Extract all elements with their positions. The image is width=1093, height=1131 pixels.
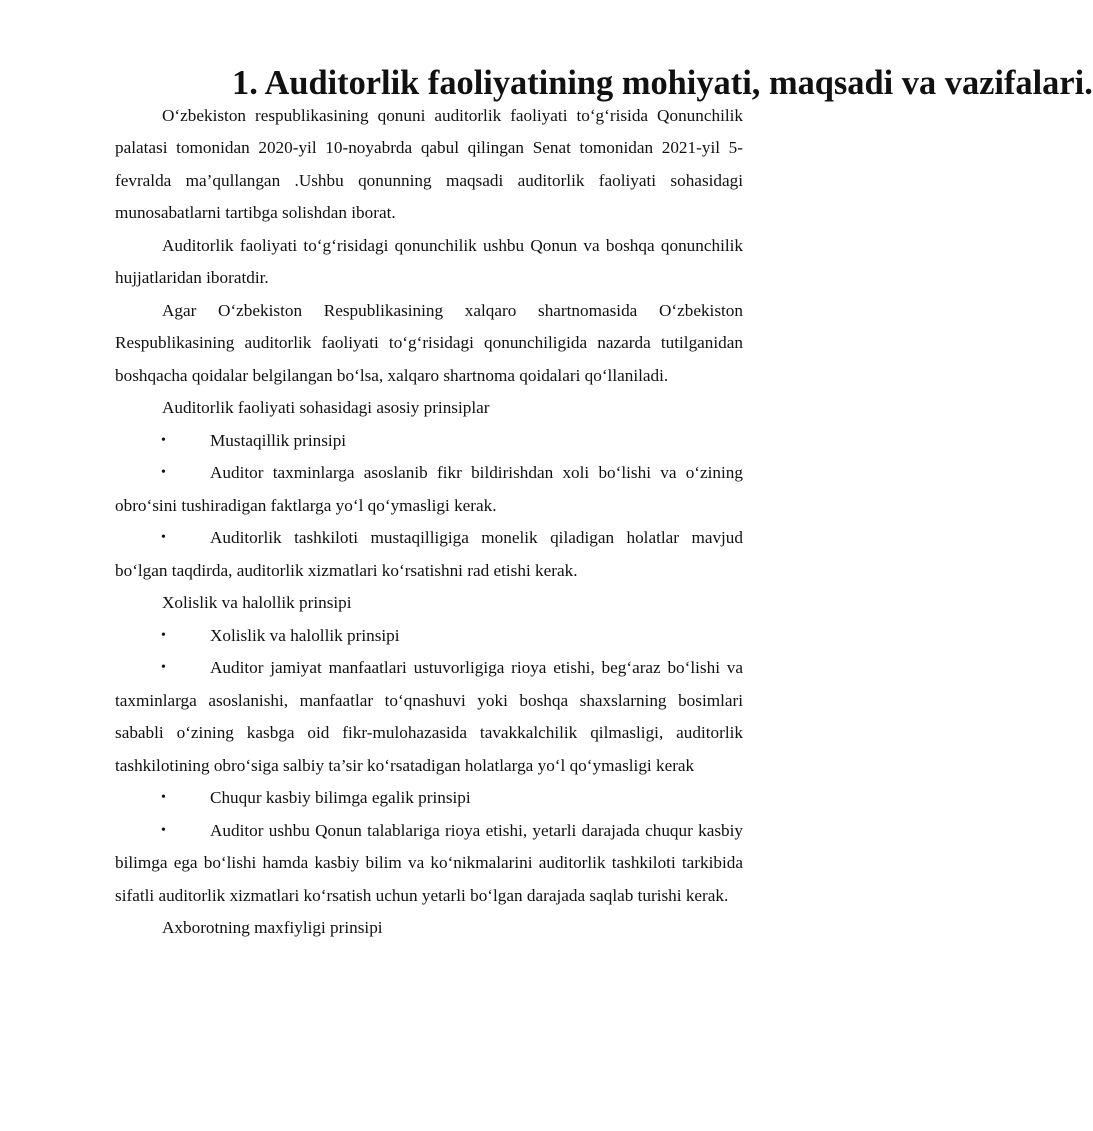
bullet-icon: • xyxy=(161,660,166,675)
bullet-item xyxy=(115,457,743,522)
paragraph-impartiality-heading: Xolislik va halollik prinsipi xyxy=(162,593,352,612)
bullet-icon: • xyxy=(161,432,166,448)
bullet-text: Auditorlik tashkiloti mustaqilligiga monelik qiladigan holatlar mavjud bo‘lgan taqdirda, auditorlik xizmatlari ko‘rsatishni rad etishi kerak. xyxy=(115,528,743,580)
paragraph-principles-heading: Auditorlik faoliyati sohasidagi asosiy prinsiplar xyxy=(162,398,490,417)
bullet-text: Auditor jamiyat manfaatlari ustuvorligiga rioya etishi, beg‘araz bo‘lishi va taxminlarga asoslanishi, manfaatlar to‘qnashuvi yoki boshqa shaxslarning bosimlari sababli o‘zining kasbga oid fikr-mulohazasida tavakkalchilik qilmasligi, auditorlik tashkilotining obro‘siga salbiy ta’sir ko‘rsatadigan holatlarga yo‘l qo‘ymasligi kerak xyxy=(115,658,743,775)
section-title: 1. Auditorlik faoliyatining mohiyati, maqsadi va vazifalari. xyxy=(232,64,1093,102)
bullet-text: Auditor taxminlarga asoslanib fikr bildirishdan xoli bo‘lishi va o‘zining obro‘sini tushiradigan faktlarga yo‘l qo‘ymasligi kerak. xyxy=(115,463,743,515)
bullet-text: Xolislik va halollik prinsipi xyxy=(210,625,400,645)
bullet-icon: • xyxy=(161,790,166,805)
bullet-text: Mustaqillik prinsipi xyxy=(210,430,347,450)
bullet-item xyxy=(115,815,743,913)
paragraph-confidentiality-heading: Axborotning maxfiyligi prinsipi xyxy=(162,918,383,937)
bullet-icon: • xyxy=(161,465,166,480)
bullet-icon: • xyxy=(161,530,166,545)
paragraph-law-intro: O‘zbekiston respublikasining qonuni auditorlik faoliyati to‘g‘risida Qonunchilik palatasi tomonidan 2020-yil 10-noyabrda qabul qilingan Senat tomonidan 2021-yil 5-fevralda ma’qullangan .Ushbu qonunning maqsadi auditorlik faoliyati sohasidagi munosabatlarni tartibga solishdan iborat. xyxy=(115,105,743,222)
bullet-item xyxy=(115,425,743,458)
paragraph-international-treaty: Agar O‘zbekiston Respublikasining xalqaro shartnomasida O‘zbekiston Respublikasining auditorlik faoliyati to‘g‘risidagi qonunchiligida nazarda tutilganidan boshqacha qoidalar belgilangan bo‘lsa, xalqaro shartnoma qoidalari qo‘llaniladi. xyxy=(115,300,743,385)
bullet-icon: • xyxy=(161,822,166,838)
bullet-item xyxy=(115,652,743,782)
bullet-icon: • xyxy=(161,627,166,643)
bullet-item xyxy=(115,782,743,815)
paragraph-legislation: Auditorlik faoliyati to‘g‘risidagi qonunchilik ushbu Qonun va boshqa qonunchilik hujjatlaridan iboratdir. xyxy=(115,235,743,287)
bullet-item xyxy=(115,620,743,653)
document-page xyxy=(115,64,1093,945)
bullet-text: Chuqur kasbiy bilimga egalik prinsipi xyxy=(210,788,471,807)
bullet-text: Auditor ushbu Qonun talablariga rioya etishi, yetarli darajada chuqur kasbiy bilimga ega bo‘lishi hamda kasbiy bilim va ko‘nikmalarini auditorlik tashkiloti tarkibida sifatli auditorlik xizmatlari ko‘rsatish uchun yetarli bo‘lgan darajada saqlab turishi kerak. xyxy=(115,820,743,905)
bullet-item xyxy=(115,522,743,587)
